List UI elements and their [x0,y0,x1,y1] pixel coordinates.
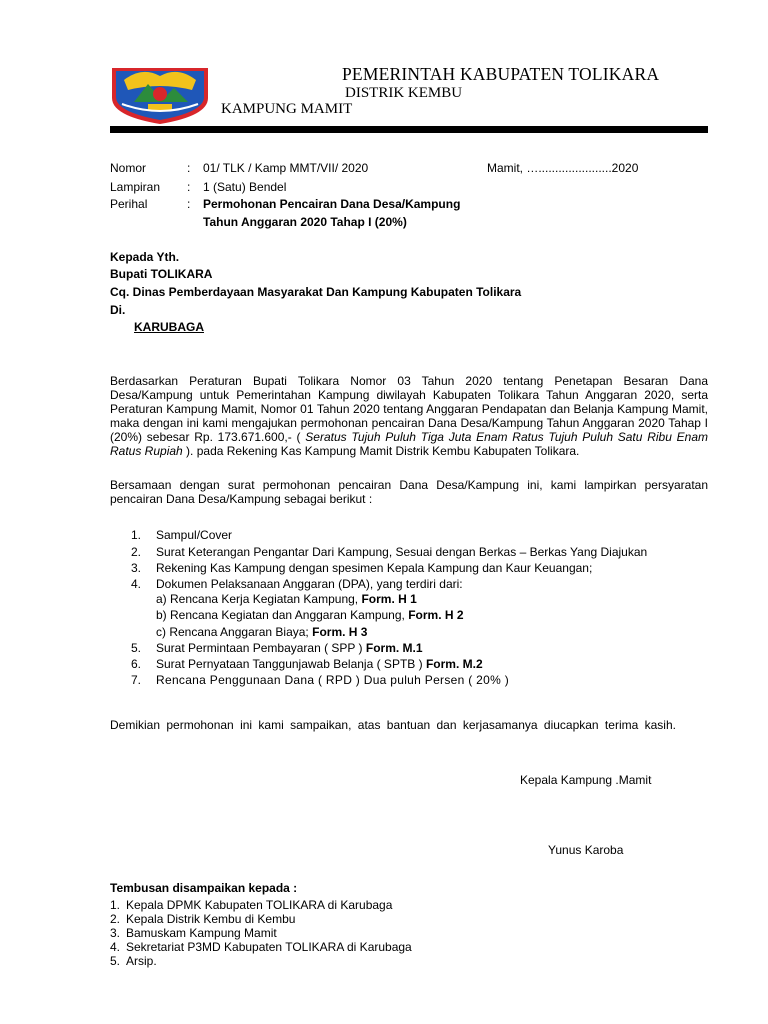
list-item [156,657,483,671]
body-paragraph-1-end: ). pada Rekening Kas Kampung Mamit Distrik Kembu Kabupaten Tolikara. [182,444,580,458]
list-item: Kepala DPMK Kabupaten TOLIKARA di Karubaga [126,898,393,912]
lampiran-label: Lampiran [110,180,161,194]
list-item: Rekening Kas Kampung dengan spesimen Kepala Kampung dan Kaur Keuangan; [156,561,593,575]
list-item [156,641,423,655]
regency-emblem-icon [108,60,212,126]
list-subitem-text: a) Rencana Kerja Kegiatan Kampung, [156,592,362,606]
body-paragraph-1 [110,374,708,458]
recipient-greeting: Kepada Yth. [110,250,180,264]
district-title: DISTRIK KEMBU [345,85,463,101]
list-item-text: Surat Pernyataan Tanggunjawab Belanja ( SPTB ) [156,657,426,671]
list-subitem [156,592,417,606]
list-item: Surat Keterangan Pengantar Dari Kampung, Sesuai dengan Berkas – Berkas Yang Diajukan [156,545,648,559]
list-item: Sampul/Cover [156,528,233,542]
signatory-title: Kepala Kampung .Mamit [520,773,652,787]
form-code: Form. M.1 [365,641,423,655]
nomor-label: Nomor [110,161,147,175]
form-code: Form. H 2 [408,608,464,622]
nomor-value: 01/ TLK / Kamp MMT/VII/ 2020 [203,161,369,175]
list-number: 7. [131,673,142,687]
recipient-name: Bupati TOLIKARA [110,267,213,281]
body-paragraph-2: Bersamaan dengan surat permohonan pencairan Dana Desa/Kampung ini, kami lampirkan persyaratan pencairan Dana Desa/Kampung sebagai berikut : [110,478,708,506]
list-number: 1. [110,898,121,912]
list-number: 1. [131,528,142,542]
list-number: 2. [110,912,121,926]
list-item-text: Surat Permintaan Pembayaran ( SPP ) [156,641,366,655]
list-subitem [156,608,464,622]
government-title: PEMERINTAH KABUPATEN TOLIKARA [342,64,660,84]
recipient-office: Cq. Dinas Pemberdayaan Masyarakat Dan Kampung Kabupaten Tolikara [110,285,522,299]
recipient-di: Di. [110,303,126,317]
perihal-colon: : [187,197,191,211]
cc-heading: Tembusan disampaikan kepada : [110,881,298,895]
list-item: Kepala Distrik Kembu di Kembu [126,912,296,926]
place-date: Mamit, …......................2020 [487,161,639,175]
list-number: 4. [110,940,121,954]
form-code: Form. H 1 [361,592,417,606]
list-item: Sekretariat P3MD Kabupaten TOLIKARA di Karubaga [126,940,412,954]
list-number: 5. [110,954,121,968]
perihal-label: Perihal [110,197,148,211]
perihal-line-2: Tahun Anggaran 2020 Tahap I (20%) [203,215,407,229]
list-item: Arsip. [126,954,157,968]
list-number: 5. [131,641,142,655]
list-number: 3. [131,561,142,575]
lampiran-colon: : [187,180,191,194]
list-item: Dokumen Pelaksanaan Anggaran (DPA), yang terdiri dari: [156,577,463,591]
list-number: 6. [131,657,142,671]
list-subitem-text: b) Rencana Kegiatan dan Anggaran Kampung, [156,608,409,622]
list-subitem [156,625,367,639]
header-divider [110,126,708,133]
form-code: Form. M.2 [425,657,483,671]
list-number: 4. [131,577,142,591]
form-code: Form. H 3 [312,625,368,639]
lampiran-value: 1 (Satu) Bendel [203,180,287,194]
closing-paragraph: Demikian permohonan ini kami sampaikan, atas bantuan dan kerjasamanya diucapkan terima kasih. [110,718,676,732]
list-number: 3. [110,926,121,940]
signatory-name: Yunus Karoba [548,843,624,857]
perihal-line-1: Permohonan Pencairan Dana Desa/Kampung [203,197,461,211]
list-subitem-text: c) Rencana Anggaran Biaya; [156,625,313,639]
list-item: Rencana Penggunaan Dana ( RPD ) Dua puluh Persen ( 20% ) [156,673,509,687]
recipient-city: KARUBAGA [134,320,204,334]
village-title: KAMPUNG MAMIT [221,101,353,117]
body-paragraph-1-text: Berdasarkan Peraturan Bupati Tolikara Nomor 03 Tahun 2020 tentang Penetapan Besaran Dana Desa/Kampung untuk Pemerintahan Kampung diwilayah Kabupaten Tolikara Tahun Anggaran 2020, serta Peraturan Kampung Mamit, Nomor 01 Tahun 2020 tentang Anggaran Pendapatan dan Belanja Kampung Mamit, maka dengan ini kami mengajukan permohonan pencairan Dana Desa/Kampung Tahun Anggaran 2020 Tahap I (20%) sebesar Rp. 173.671.600,- ( [110,374,708,444]
nomor-colon: : [187,161,191,175]
list-item: Bamuskam Kampung Mamit [126,926,277,940]
list-number: 2. [131,545,142,559]
amount-in-words: Seratus Tujuh Puluh Tiga Juta Enam Ratus Tujuh Puluh Satu Ribu Enam Ratus Rupiah [110,430,708,458]
